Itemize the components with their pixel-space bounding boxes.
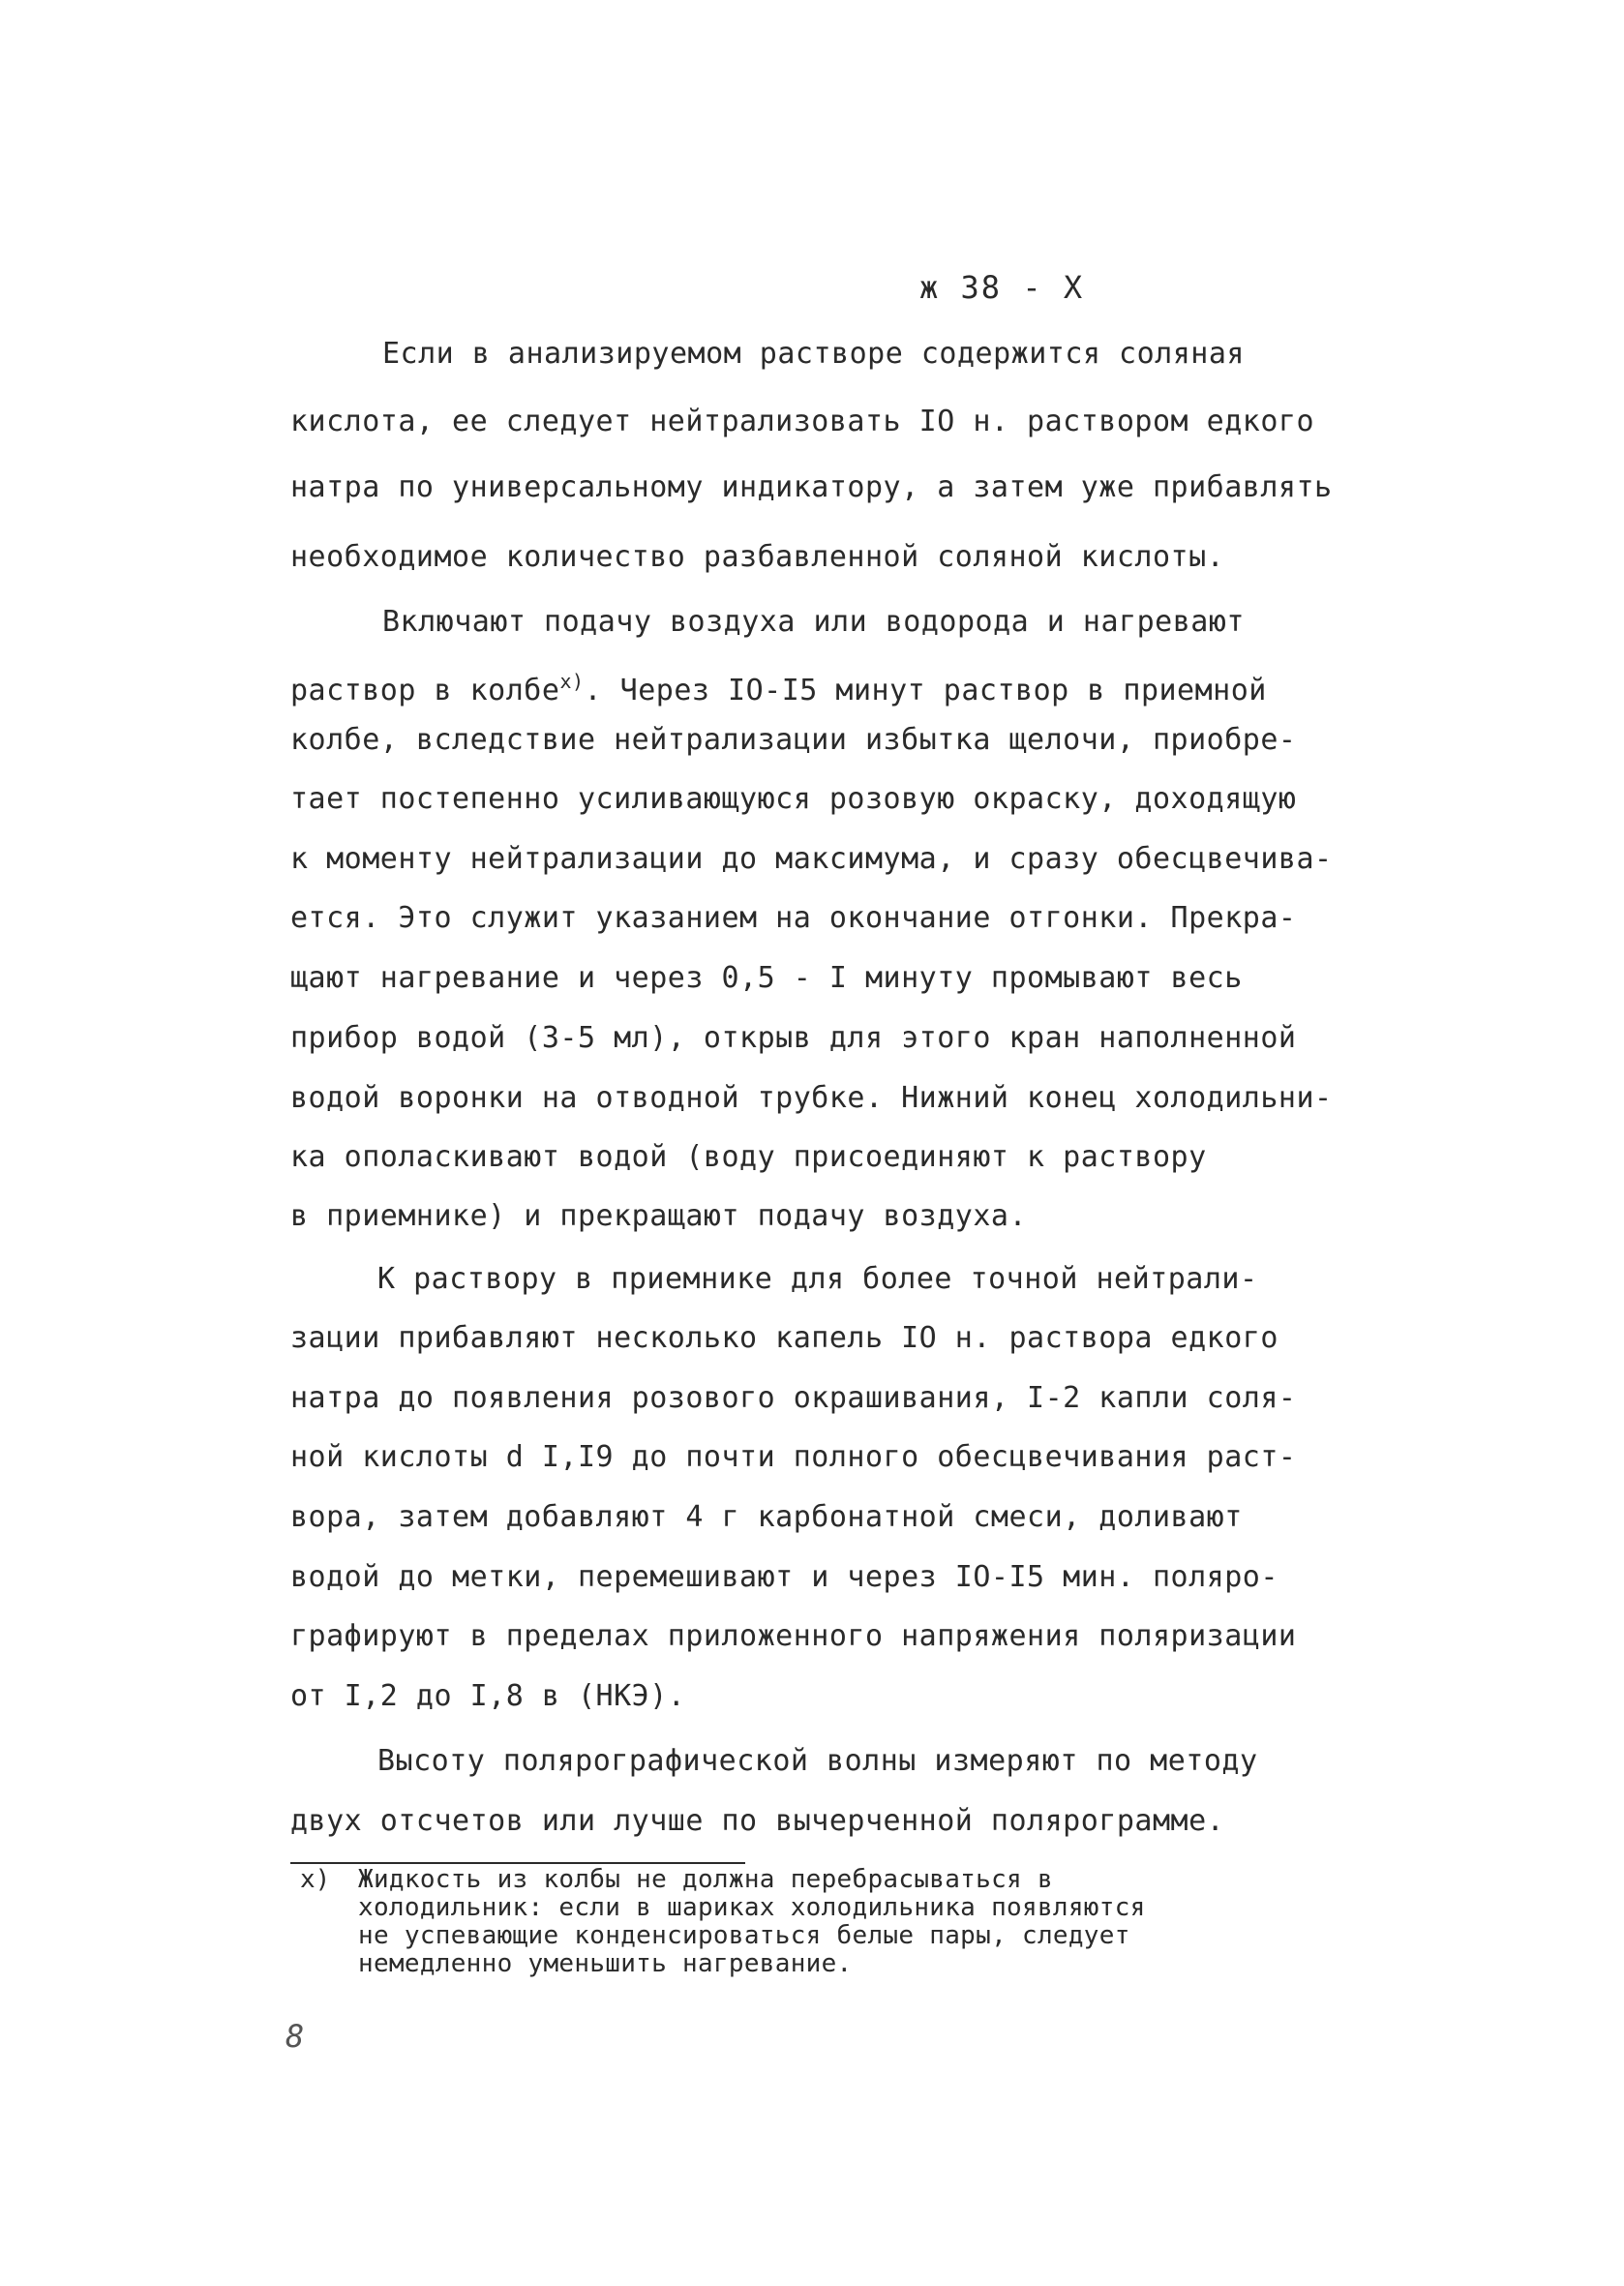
- footnote-mark: х): [300, 1865, 331, 1894]
- text-line-10: ется. Это служит указанием на окончание отгонки. Прекра-: [290, 901, 1297, 935]
- footnote-line-2: холодильник: если в шариках холодильника появляются: [358, 1893, 1146, 1922]
- text-line-20: вора, затем добавляют 4 г карбонатной смеси, доливают: [290, 1500, 1243, 1534]
- footnote-line-4: немедленно уменьшить нагревание.: [358, 1949, 853, 1978]
- text-line-7: колбе, вследствие нейтрализации избытка щелочи, приобре-: [290, 723, 1297, 757]
- text-line-12: прибор водой (3-5 мл), открыв для этого кран наполненной: [290, 1021, 1297, 1055]
- text-line-18: натра до появления розового окрашивания, I-2 капли соля-: [290, 1381, 1297, 1415]
- text-line-5: Включают подачу воздуха или водорода и нагревают: [382, 605, 1245, 639]
- text-line-6: [290, 662, 1267, 707]
- text-line-25: двух отсчетов или лучше по вычерченной полярограмме.: [290, 1804, 1225, 1838]
- text-line-2: кислота, ее следует нейтрализовать IO н. раствором едкого: [290, 405, 1315, 438]
- text-line-11: щают нагревание и через 0,5 - I минуту промывают весь: [290, 961, 1243, 995]
- text-line-19: ной кислоты d I,I9 до почти полного обесцвечивания раст-: [290, 1440, 1297, 1474]
- text-line-6-start: раствор в колбе: [290, 674, 560, 707]
- text-line-8: тает постепенно усиливающуюся розовую окраску, доходящую: [290, 782, 1297, 816]
- text-line-4: необходимое количество разбавленной соляной кислоты.: [290, 540, 1225, 574]
- text-line-23: от I,2 до I,8 в (НКЭ).: [290, 1679, 686, 1713]
- footnote-divider: [290, 1862, 745, 1864]
- text-line-3: натра по универсальному индикатору, а затем уже прибавлять: [290, 470, 1333, 504]
- text-line-1: Если в анализируемом растворе содержится соляная: [382, 337, 1245, 371]
- text-line-17: зации прибавляют несколько капель IO н. раствора едкого: [290, 1321, 1278, 1355]
- text-line-15: в приемнике) и прекращают подачу воздуха.: [290, 1199, 1028, 1233]
- text-line-13: водой воронки на отводной трубке. Нижний конец холодильни-: [290, 1081, 1333, 1115]
- text-line-21: водой до метки, перемешивают и через IO-I5 мин. поляро-: [290, 1560, 1278, 1594]
- text-line-6-end: . Через IO-I5 минут раствор в приемной: [584, 674, 1267, 707]
- text-line-22: графируют в пределах приложенного напряжения поляризации: [290, 1619, 1297, 1653]
- footnote-reference: x): [559, 670, 585, 693]
- text-line-9: к моменту нейтрализации до максимума, и сразу обесцвечива-: [290, 842, 1333, 876]
- page-header: ж 38 - Х: [919, 269, 1085, 306]
- text-line-24: Высоту полярографической волны измеряют по методу: [377, 1744, 1258, 1778]
- page-number: 8: [286, 2018, 305, 2055]
- text-line-16: К раствору в приемнике для более точной нейтрали-: [377, 1262, 1258, 1296]
- text-line-14: ка ополаскивают водой (воду присоединяют к раствору: [290, 1140, 1207, 1174]
- footnote-line-1: Жидкость из колбы не должна перебрасываться в: [358, 1865, 1053, 1894]
- footnote-line-3: не успевающие конденсироваться белые пары, следует: [358, 1921, 1130, 1950]
